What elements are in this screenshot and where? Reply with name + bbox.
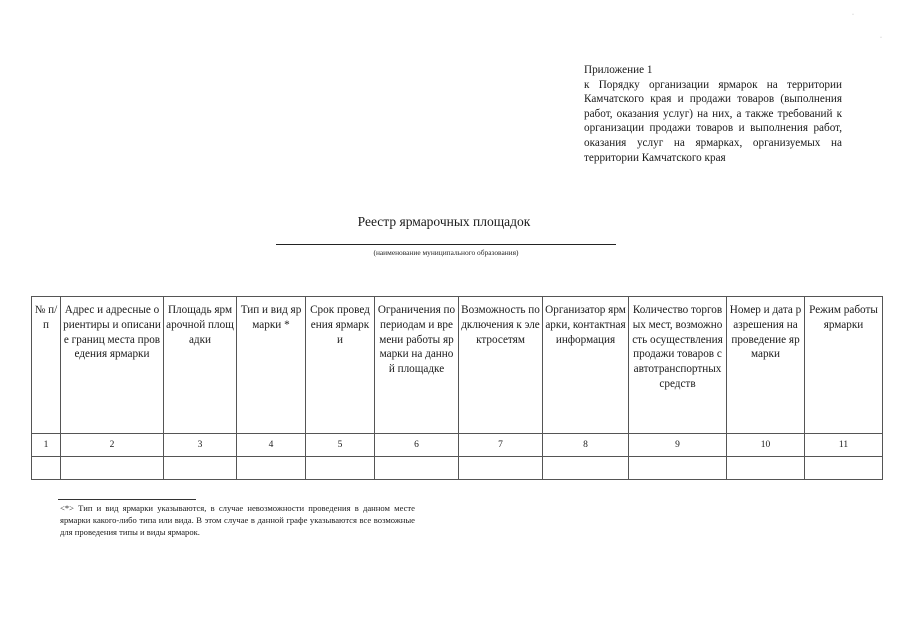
table-cell: [629, 457, 727, 480]
table-cell: [805, 457, 883, 480]
table-cell: [32, 457, 61, 480]
table-cell: [375, 457, 459, 480]
appendix-text: к Порядку организации ярмарок на территории Камчатского края и продажи товаров (выполнения работ, оказания услуг) на них, а также требований к организации продажи товаров и выполнения работ, оказания услуг на ярмарках, организуемых на территории Камчатского края: [584, 78, 842, 164]
footnote-separator: [58, 499, 196, 500]
scan-speck: ·: [852, 12, 854, 18]
table-cell: [459, 457, 543, 480]
table-header-row: [32, 297, 883, 434]
column-number: 11: [805, 434, 883, 457]
column-number: 2: [61, 434, 164, 457]
col-header-permit: Номер и дата разрешения на проведение ярмарки: [727, 297, 805, 434]
scan-speck: ·: [880, 35, 882, 41]
table-cell: [61, 457, 164, 480]
table-number-row: [32, 434, 883, 457]
municipality-name-line: [276, 244, 616, 245]
col-header-power: Возможность подключения к электросетям: [459, 297, 543, 434]
column-number: 5: [306, 434, 375, 457]
table-empty-row: [32, 457, 883, 480]
column-number: 8: [543, 434, 629, 457]
col-header-organizer: Организатор ярмарки, контактная информация: [543, 297, 629, 434]
col-header-term: Срок проведения ярмарки: [306, 297, 375, 434]
column-number: 10: [727, 434, 805, 457]
registry-title: Реестр ярмарочных площадок: [357, 214, 531, 229]
table-cell: [727, 457, 805, 480]
col-header-area: Площадь ярмарочной площадки: [164, 297, 237, 434]
table-cell: [164, 457, 237, 480]
column-number: 1: [32, 434, 61, 457]
appendix-block: [584, 63, 842, 165]
col-header-places: Количество торговых мест, возможность осуществления продажи товаров с автотранспортных средств: [629, 297, 727, 434]
column-number: 4: [237, 434, 306, 457]
column-number: 6: [375, 434, 459, 457]
appendix-title: Приложение 1: [584, 64, 653, 76]
footnote-text: <*> Тип и вид ярмарки указываются, в случае невозможности проведения в данном месте ярмарки какого-либо типа или вида. В этом случае в данной графе указываются все возможные для проведения типы и виды ярмарок.: [60, 503, 415, 538]
column-number: 3: [164, 434, 237, 457]
column-number: 9: [629, 434, 727, 457]
table-cell: [237, 457, 306, 480]
col-header-number: № п/п: [32, 297, 61, 434]
col-header-restrictions: Ограничения по периодам и времени работы ярмарки на данной площадке: [375, 297, 459, 434]
table-cell: [306, 457, 375, 480]
column-number: 7: [459, 434, 543, 457]
table-cell: [543, 457, 629, 480]
municipality-caption: (наименование муниципального образования): [373, 248, 519, 257]
col-header-schedule: Режим работы ярмарки: [805, 297, 883, 434]
col-header-type: Тип и вид ярмарки *: [237, 297, 306, 434]
registry-table: [31, 296, 883, 480]
col-header-address: Адрес и адресные ориентиры и описание границ места проведения ярмарки: [61, 297, 164, 434]
